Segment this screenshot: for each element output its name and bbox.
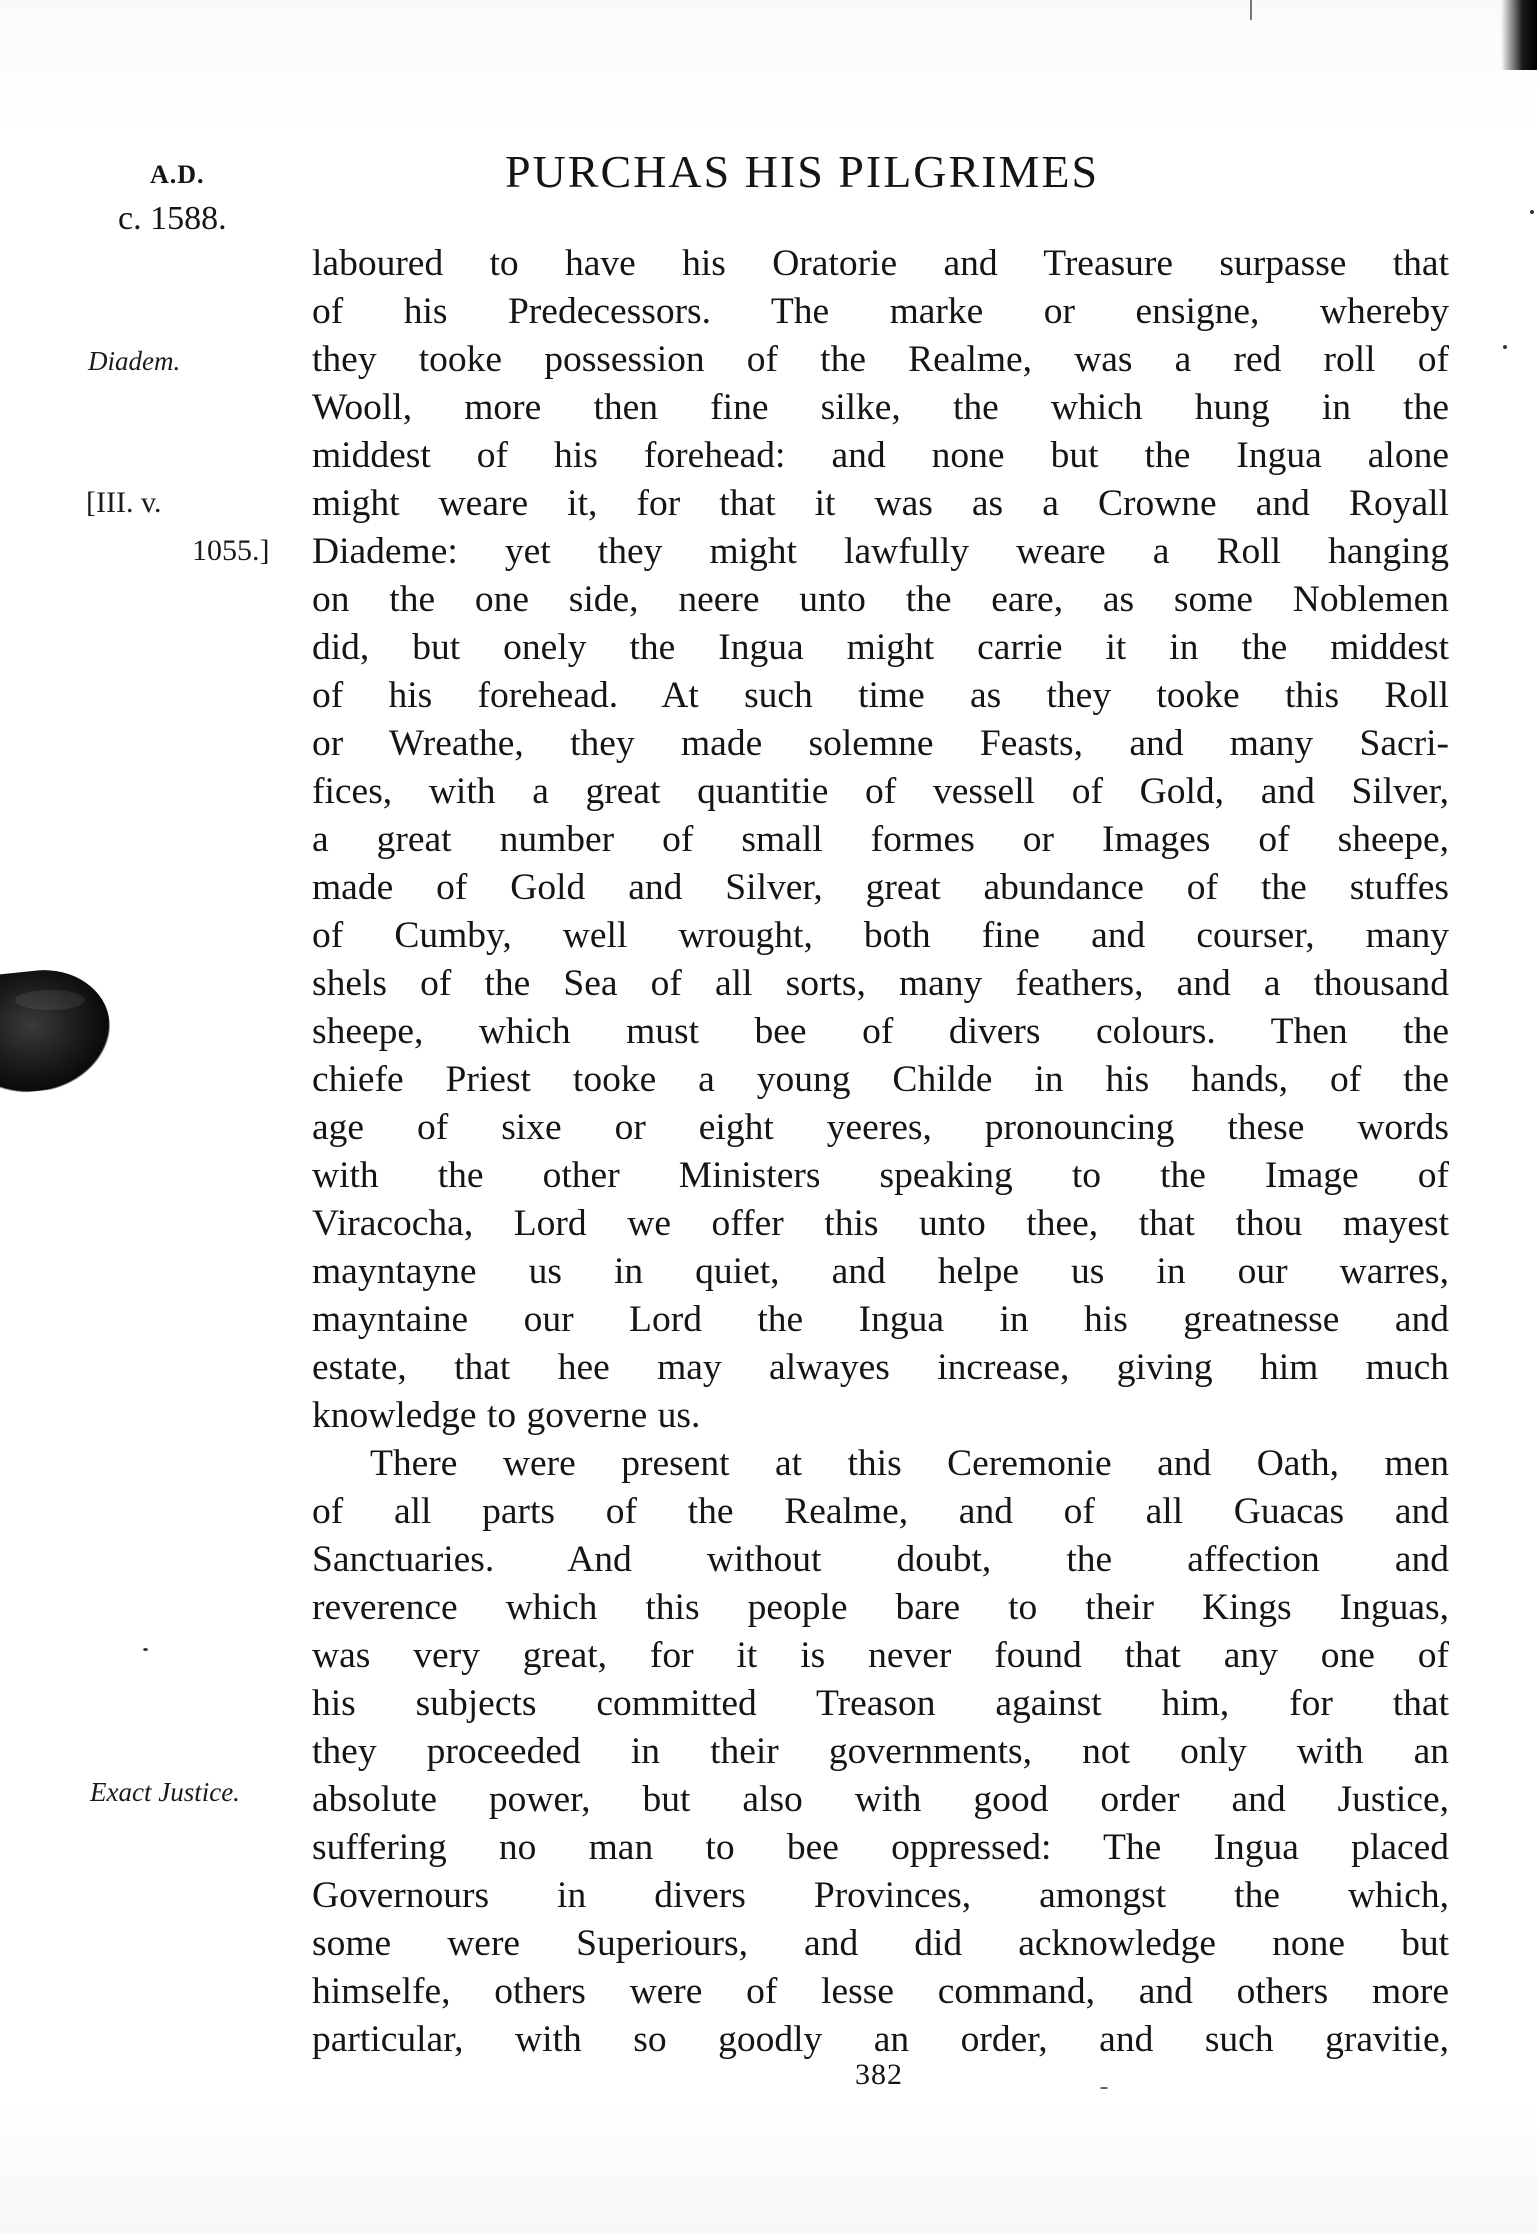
text-line: did, but onely the Ingua might carrie it in the middest <box>312 627 1449 668</box>
text-line: or Wreathe, they made solemne Feasts, and many Sacri- <box>312 723 1449 764</box>
text-line: mayntayne us in quiet, and helpe us in our warres, <box>312 1251 1449 1292</box>
era-label: A.D. <box>150 160 205 189</box>
text-line: estate, that hee may alwayes increase, giving him much <box>312 1347 1449 1388</box>
paragraph-1 <box>312 240 1449 1440</box>
text-line: mayntaine our Lord the Ingua in his greatnesse and <box>312 1299 1449 1340</box>
text-line: fices, with a great quantitie of vessell of Gold, and Silver, <box>312 771 1449 812</box>
scan-speck <box>1503 345 1507 349</box>
page-number: 382 <box>855 2058 903 2091</box>
text-line: they tooke possession of the Realme, was a red roll of <box>312 339 1449 380</box>
text-line: of his Predecessors. The marke or ensigne, whereby <box>312 291 1449 332</box>
text-line: of Cumby, well wrought, both fine and courser, many <box>312 915 1449 956</box>
text-line: shels of the Sea of all sorts, many feathers, and a thousand <box>312 963 1449 1004</box>
text-line: Sanctuaries. And without doubt, the affection and <box>312 1539 1449 1580</box>
text-line: his subjects committed Treason against him, for that <box>312 1683 1449 1724</box>
text-line: was very great, for it is never found that any one of <box>312 1635 1449 1676</box>
paragraph-2 <box>312 1440 1449 2064</box>
text-line: suffering no man to bee oppressed: The Ingua placed <box>312 1827 1449 1868</box>
text-line: himselfe, others were of lesse command, and others more <box>312 1971 1449 2012</box>
text-line: made of Gold and Silver, great abundance of the stuffes <box>312 867 1449 908</box>
text-line: a great number of small formes or Images of sheepe, <box>312 819 1449 860</box>
text-line: laboured to have his Oratorie and Treasure surpasse that <box>312 243 1449 284</box>
text-line: age of sixe or eight yeeres, pronouncing these words <box>312 1107 1449 1148</box>
text-line: Wooll, more then fine silke, the which hung in the <box>312 387 1449 428</box>
year-label: c. 1588. <box>118 200 227 237</box>
text-line: middest of his forehead: and none but the Ingua alone <box>312 435 1449 476</box>
scan-speck <box>143 1648 148 1651</box>
scan-corner-shadow <box>1501 0 1537 70</box>
text-line: on the one side, neere unto the eare, as some Noblemen <box>312 579 1449 620</box>
scan-speck <box>1100 2087 1108 2089</box>
margin-ref-volume: [III. v. <box>86 486 162 519</box>
page-edge-mark <box>1250 0 1252 20</box>
text-line: Governours in divers Provinces, amongst the which, <box>312 1875 1449 1916</box>
text-line: There were present at this Ceremonie and Oath, men <box>370 1443 1449 1484</box>
text-line: they proceeded in their governments, not only with an <box>312 1731 1449 1772</box>
margin-ref-page: 1055.] <box>192 534 270 567</box>
scan-speck <box>1530 210 1534 214</box>
text-line: some were Superiours, and did acknowledge none but <box>312 1923 1449 1964</box>
text-line: Diademe: yet they might lawfully weare a Roll hanging <box>312 531 1449 572</box>
text-line: Viracocha, Lord we offer this unto thee, that thou mayest <box>312 1203 1449 1244</box>
margin-note-diadem: Diadem. <box>88 346 181 376</box>
text-line: might weare it, for that it was as a Crowne and Royall <box>312 483 1449 524</box>
thumb-highlight <box>15 990 85 1010</box>
page-title: PURCHAS HIS PILGRIMES <box>505 146 1100 197</box>
text-line: knowledge to governe us. <box>312 1395 701 1436</box>
text-line: reverence which this people bare to their Kings Inguas, <box>312 1587 1449 1628</box>
body-text <box>312 240 1449 2064</box>
text-line: sheepe, which must bee of divers colours. Then the <box>312 1011 1449 1052</box>
text-line: absolute power, but also with good order and Justice, <box>312 1779 1449 1820</box>
text-line: of his forehead. At such time as they tooke this Roll <box>312 675 1449 716</box>
text-line: chiefe Priest tooke a young Childe in his hands, of the <box>312 1059 1449 1100</box>
text-line: of all parts of the Realme, and of all Guacas and <box>312 1491 1449 1532</box>
margin-note-exact-justice: Exact Justice. <box>90 1777 240 1807</box>
text-line: particular, with so goodly an order, and such gravitie, <box>312 2019 1449 2060</box>
text-line: with the other Ministers speaking to the Image of <box>312 1155 1449 1196</box>
scanner-thumb <box>0 964 116 1097</box>
